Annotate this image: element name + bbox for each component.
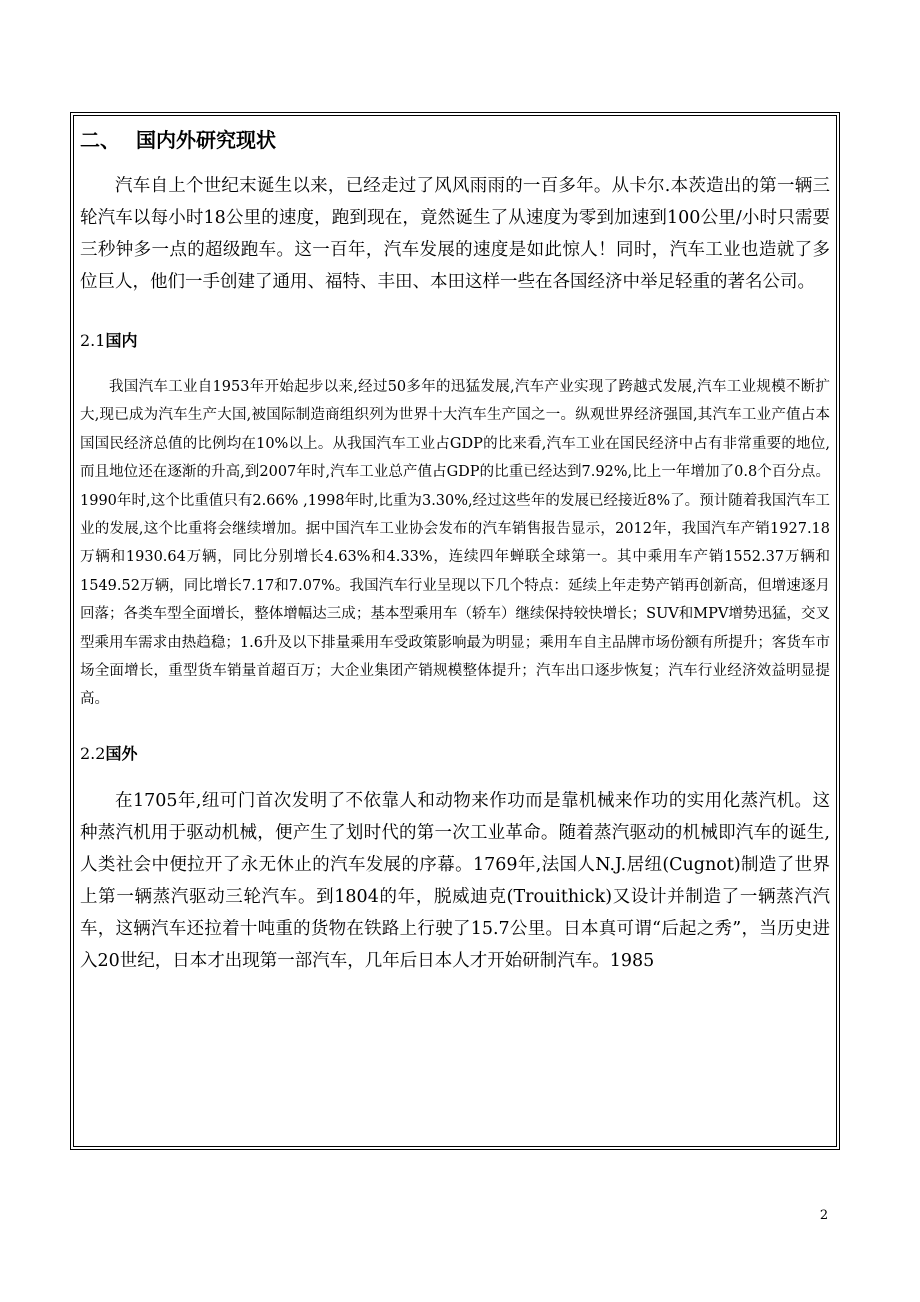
domestic-number: 2.1	[80, 331, 106, 350]
foreign-title: 国外	[105, 743, 138, 763]
domestic-title: 国内	[105, 331, 138, 350]
document-body	[80, 120, 830, 977]
foreign-heading	[80, 739, 830, 769]
section-heading	[80, 120, 830, 160]
foreign-number: 2.2	[80, 743, 106, 763]
foreign-paragraph: 在1705年,纽可门首次发明了不依靠人和动物来作功而是靠机械来作功的实用化蒸汽机。这种蒸汽机用于驱动机械，便产生了划时代的第一次工业革命。随着蒸汽驱动的机械即汽车的诞生,人类社会中便拉开了永无休止的汽车发展的序幕。1769年,法国人N.J.居纽(Cugnot)制造了世界上第一辆蒸汽驱动三轮汽车。到1804的年，脱威迪克(Trouithick)又设计并制造了一辆蒸汽汽车，这辆汽车还拉着十吨重的货物在铁路上行驶了15.7公里。日本真可谓“后起之秀”，当历史进入20世纪，日本才出现第一部汽车，几年后日本人才开始研制汽车。1985	[80, 790, 830, 971]
domestic-heading	[80, 326, 830, 356]
page-number: 2	[819, 1208, 829, 1223]
intro-paragraph: 汽车自上个世纪末诞生以来，已经走过了风风雨雨的一百多年。从卡尔.本茨造出的第一辆三轮汽车以每小时18公里的速度，跑到现在，竟然诞生了从速度为零到加速到100公里/小时只需要三秒钟多一点的超级跑车。这一百年，汽车发展的速度是如此惊人！同时，汽车工业也造就了多位巨人，他们一手创建了通用、福特、丰田、本田这样一些在各国经济中举足轻重的著名公司。	[80, 176, 830, 292]
section-number: 二、	[80, 128, 120, 152]
section-title: 国内外研究现状	[136, 128, 276, 152]
domestic-paragraph: 我国汽车工业自1953年开始起步以来,经过50多年的迅猛发展,汽车产业实现了跨越式发展,汽车工业规模不断扩大,现已成为汽车生产大国,被国际制造商组织列为世界十大汽车生产国之一。纵观世界经济强国,其汽车工业产值占本国国民经济总值的比例均在10%以上。从我国汽车工业占GDP的比来看,汽车工业在国民经济中占有非常重要的地位,而且地位还在逐渐的升高,到2007年时,汽车工业总产值占GDP的比重已经达到7.92%,比上一年增加了0.8个百分点。1990年时,这个比重值只有2.66% ,1998年时,比重为3.30%,经过这些年的发展已经接近8%了。预计随着我国汽车工业的发展,这个比重将会继续增加。据中国汽车工业协会发布的汽车销售报告显示，2012年，我国汽车产销1927.18万辆和1930.64万辆，同比分别增长4.63%和4.33%，连续四年蝉联全球第一。其中乘用车产销1552.37万辆和1549.52万辆，同比增长7.17和7.07%。我国汽车行业呈现以下几个特点：延续上年走势产销再创新高，但增速逐月回落；各类车型全面增长，整体增幅达三成；基本型乘用车（轿车）继续保持较快增长；SUV和MPV增势迅猛，交叉型乘用车需求由热趋稳；1.6升及以下排量乘用车受政策影响最为明显；乘用车自主品牌市场份额有所提升；客货车市场全面增长，重型货车销量首超百万；大企业集团产销规模整体提升；汽车出口逐步恢复；汽车行业经济效益明显提高。	[80, 379, 830, 708]
